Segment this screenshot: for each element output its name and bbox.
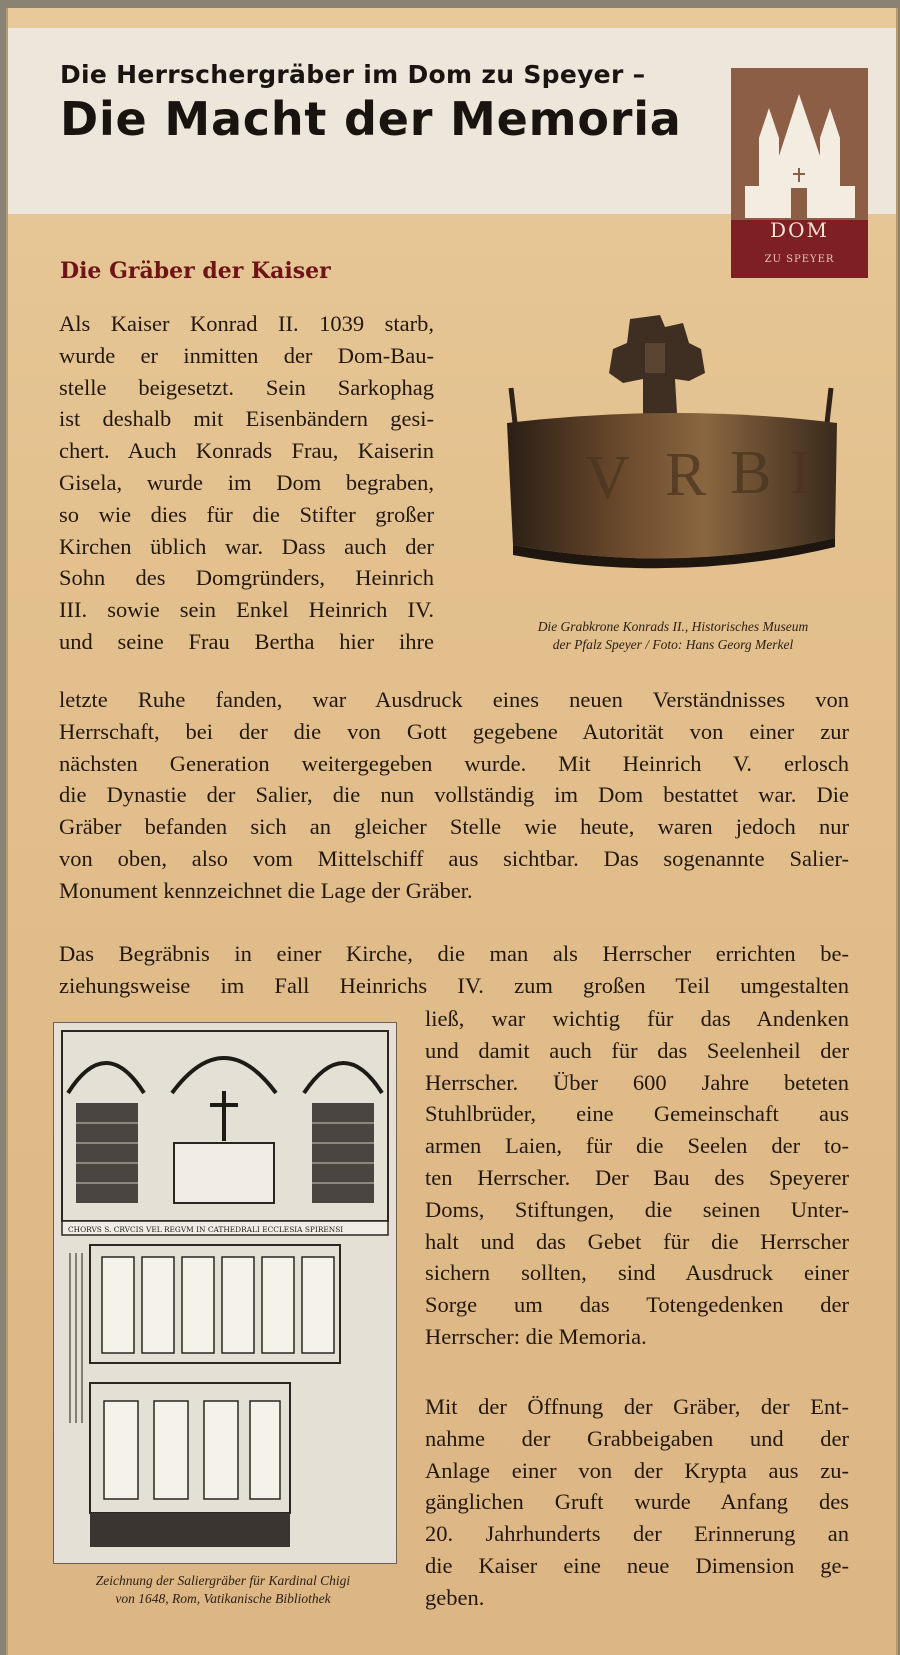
text-line: Monument kennzeichnet die Lage der Gräber. [59,877,473,903]
paragraph-3 [425,1391,849,1614]
text-line: III. sowie sein Enkel Heinrich IV. [59,597,434,623]
drawing-caption [48,1572,398,1608]
paragraph-1-narrow [59,308,434,658]
text-line: letzte Ruhe fanden, war Ausdruck eines neuen Verständnisses von [59,687,849,712]
text-line: ließ, war wichtig für das Andenken [425,1006,849,1031]
text-line: Doms, Stiftungen, die seinen Unter- [425,1196,849,1222]
caption-line: der Pfalz Speyer / Foto: Hans Georg Merkel [552,637,794,652]
text-line: nächsten Generation weitergegeben wurde. Mit Heinrich V. erlosch [59,750,849,776]
section-title: Die Gräber der Kaiser [60,258,331,284]
crown-photo [505,313,845,613]
text-line: chert. Auch Konrads Frau, Kaiserin [59,438,434,464]
text-line: ist deshalb mit Eisenbändern gesi- [59,406,434,432]
text-line: Sohn des Domgründers, Heinrich [59,565,434,591]
text-line: Stuhlbrüder, eine Gemeinschaft aus [425,1101,849,1127]
caption-line: Die Grabkrone Konrads II., Historisches Museum [537,619,809,634]
page-title: Die Macht der Memoria [60,92,682,146]
text-line: Das Begräbnis in einer Kirche, die man als Herrscher errichten be- [59,941,849,966]
text-line: Herrscher: die Memoria. [425,1323,647,1349]
paragraph-1-wide [59,684,849,907]
text-line: Gisela, wurde im Dom begraben, [59,469,434,495]
svg-text:V: V [585,444,630,512]
tomb-drawing [53,1022,397,1564]
text-line: geben. [425,1584,485,1610]
text-line: die Kaiser eine neue Dimension ge- [425,1552,849,1578]
text-line: Kirchen üblich war. Dass auch der [59,533,434,559]
caption-line: Zeichnung der Saliergräber für Kardinal Chigi [95,1573,351,1588]
drawing-inscription: CHORVS S. CRVCIS VEL REGVM IN CATHEDRALI ECCLESIA SPIRENSI [68,1225,344,1234]
text-line: und seine Frau Bertha hier ihre [59,628,434,654]
text-line: und damit auch für das Seelenheil der [425,1037,849,1063]
text-line: ziehungsweise im Fall Heinrichs IV. zum großen Teil umgestalten [59,972,849,998]
logo-subtitle: ZU SPEYER [764,254,835,265]
paragraph-2-narrow [425,1003,849,1353]
cathedral-icon [731,68,868,228]
svg-text:B: B [730,439,772,507]
paragraph-2-wide [59,938,849,1002]
text-line: nahme der Grabbeigaben und der [425,1425,849,1451]
text-line: Als Kaiser Konrad II. 1039 starb, [59,311,434,336]
text-line: von oben, also vom Mittelschiff aus sichtbar. Das sogenannte Salier- [59,845,849,871]
caption-line: von 1648, Rom, Vatikanische Bibliothek [115,1591,331,1606]
text-line: die Dynastie der Salier, die nun vollständig im Dom bestattet war. Die [59,782,849,808]
svg-text:I: I [790,439,811,507]
text-line: so wie dies für die Stifter großer [59,501,434,527]
svg-text:R: R [665,441,707,509]
dom-logo [731,68,868,278]
text-line: sichern sollten, sind Ausdruck einer [425,1260,849,1286]
text-line: 20. Jahrhunderts der Erinnerung an [425,1521,849,1547]
crown-caption [498,618,848,654]
page-supertitle: Die Herrschergräber im Dom zu Speyer – [60,60,646,89]
text-line: halt und das Gebet für die Herrscher [425,1228,849,1254]
text-line: Gräber befanden sich an gleicher Stelle wie heute, waren jedoch nur [59,814,849,840]
text-line: Mit der Öffnung der Gräber, der Ent- [425,1394,849,1419]
text-line: ten Herrscher. Der Bau des Speyerer [425,1164,849,1190]
text-line: Sorge um das Totengedenken der [425,1292,849,1318]
text-line: wurde er inmitten der Dom-Bau- [59,342,434,368]
text-line: Herrschaft, bei der die von Gott gegebene Autorität von einer zur [59,718,849,744]
text-line: Anlage einer von der Krypta aus zu- [425,1457,849,1483]
text-line: Herrscher. Über 600 Jahre beteten [425,1069,849,1095]
text-line: gänglichen Gruft wurde Anfang des [425,1489,849,1515]
info-panel [6,8,898,1655]
text-line: armen Laien, für die Seelen der to- [425,1133,849,1159]
logo-name: DOM [770,218,829,242]
text-line: stelle beigesetzt. Sein Sarkophag [59,374,434,400]
